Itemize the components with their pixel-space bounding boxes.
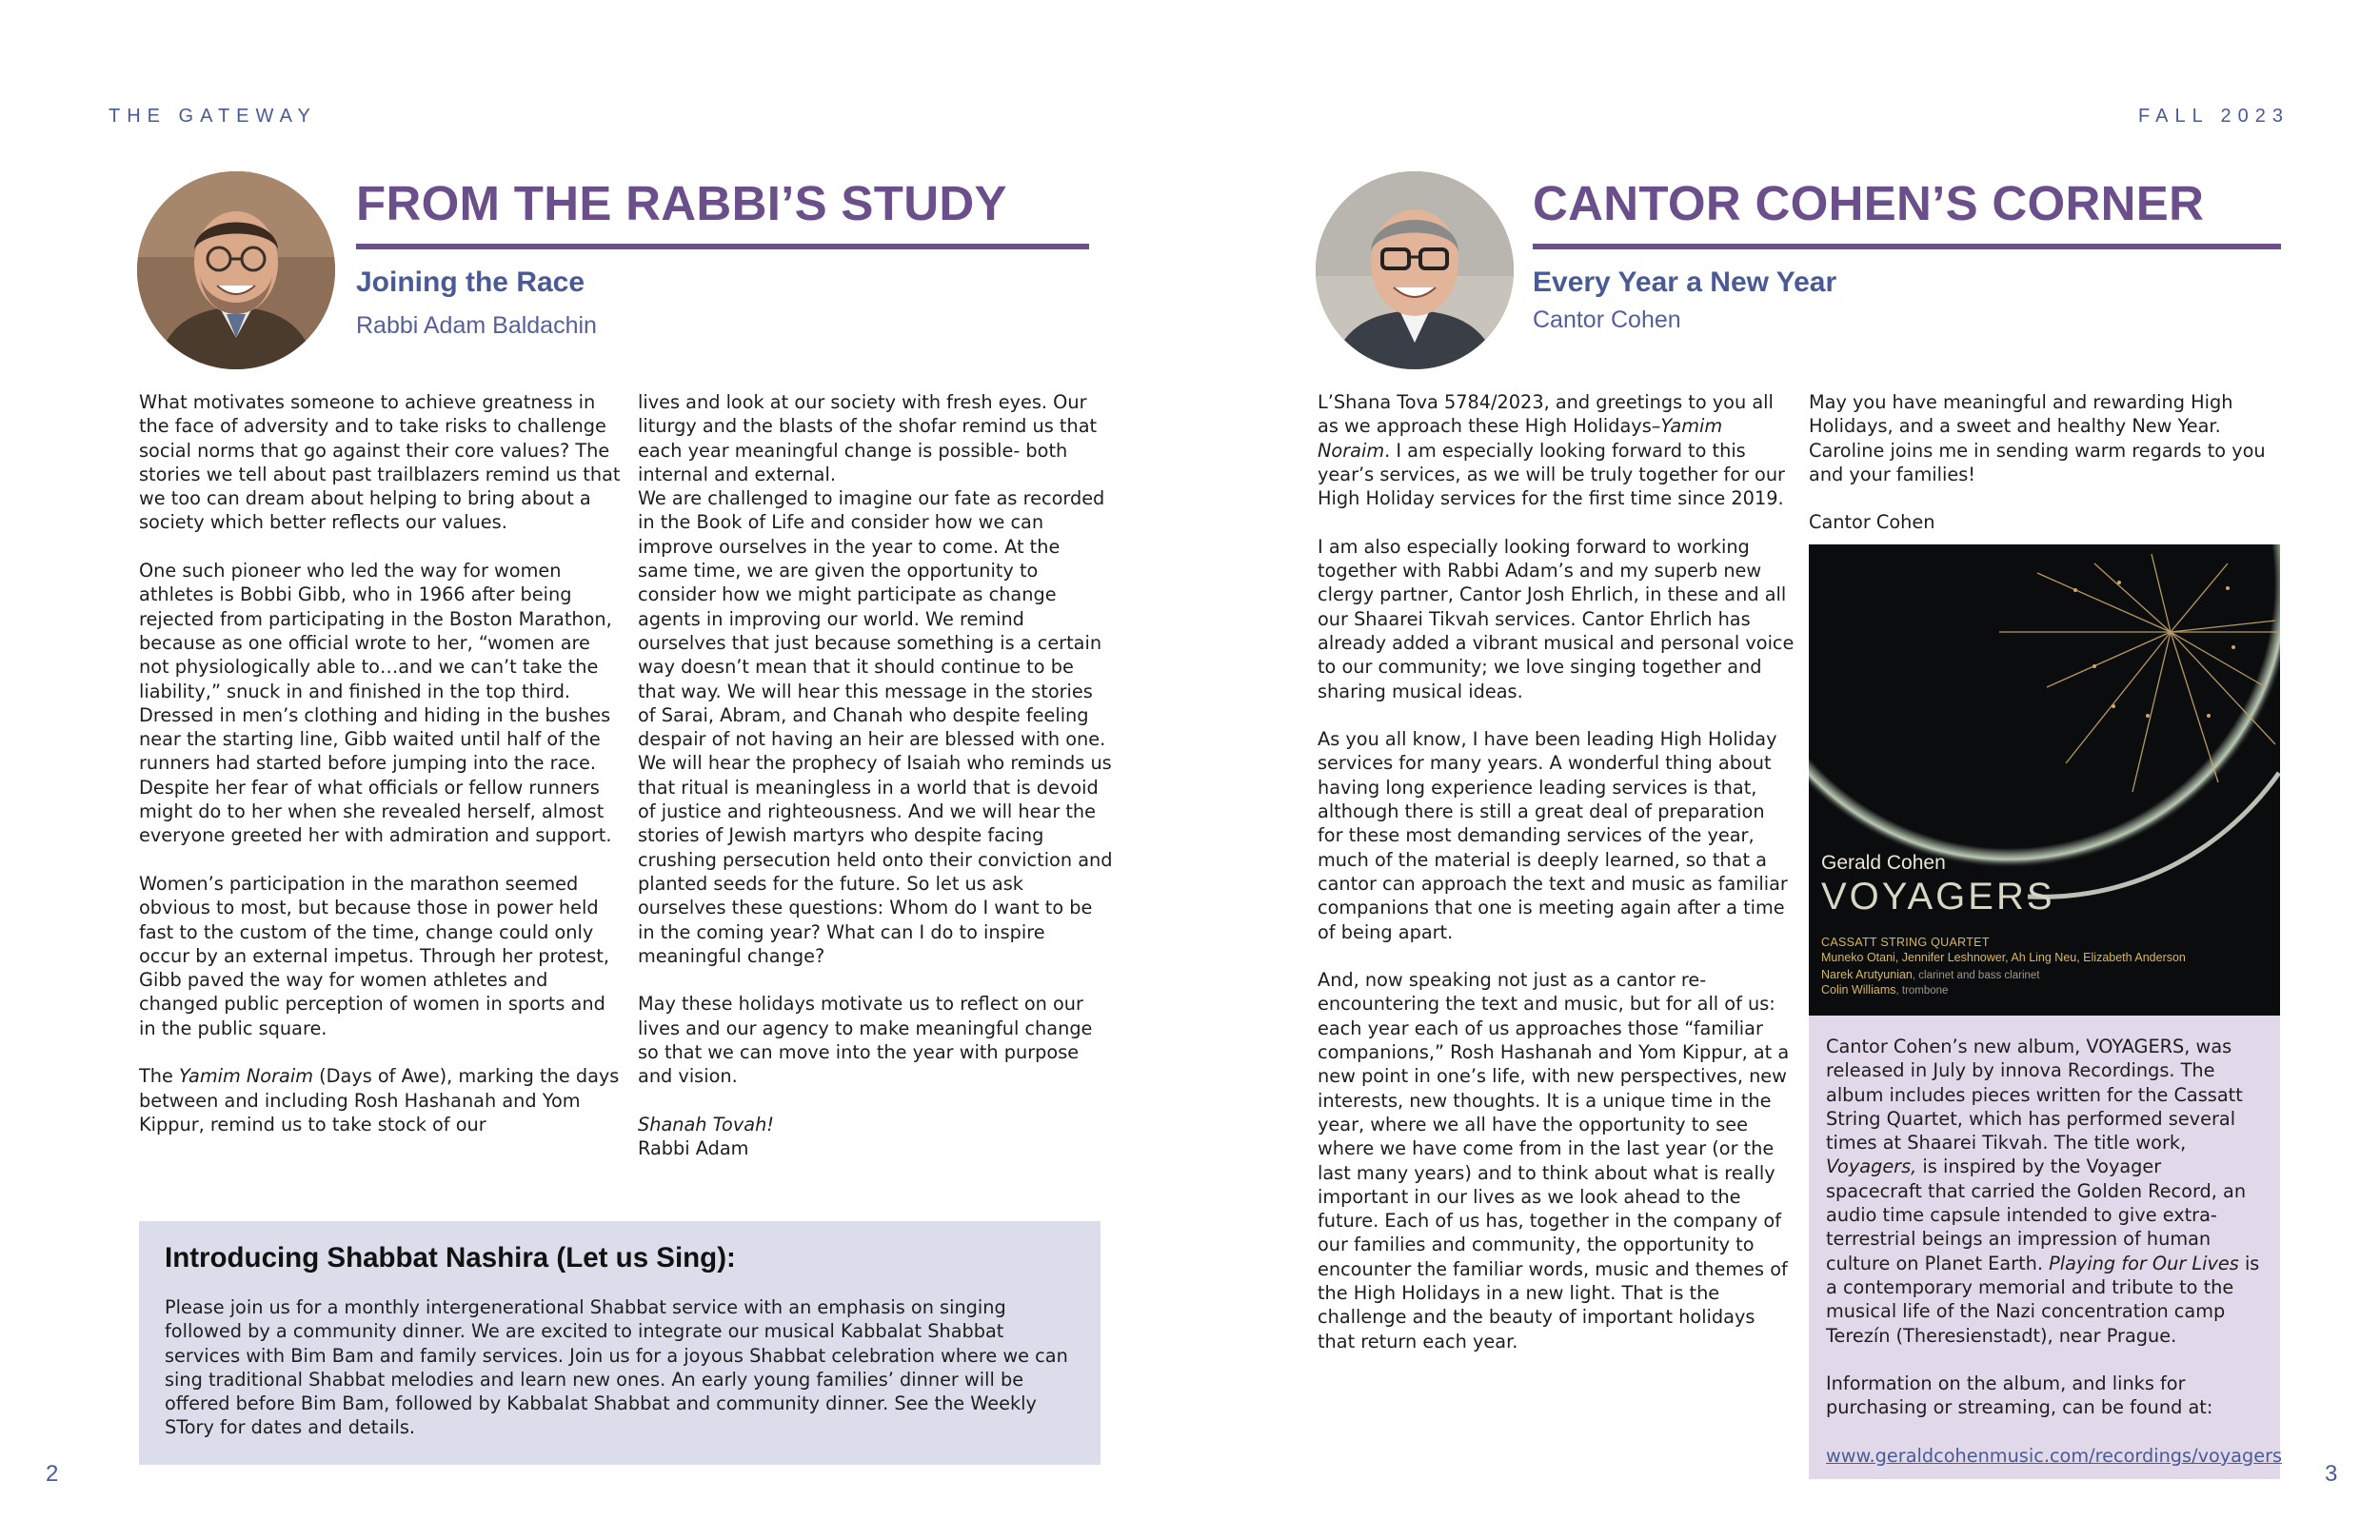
- cantor-byline: Cantor Cohen: [1533, 306, 1681, 333]
- signature: Cantor Cohen: [1809, 511, 1935, 534]
- album-info-sidebar: [1809, 1016, 2283, 1479]
- paragraph: One such pioneer who led the way for women athletes is Bobbi Gibb, who in 1966 after being rejected from participating in the Boston Marathon, because as one official wrote to her, “women are not physiologically able to…and we can’t take the liability,” snuck in and finished in the top third. Dressed in men’s clothing and hiding in the bushes near the starting line, Gibb waited until half of the runners had started before jumping into the race. Despite her fear of what officials or fellow runners might do to her when she revealed herself, almost everyone greeted her with admiration and support.: [139, 560, 612, 847]
- album-link[interactable]: www.geraldcohenmusic.com/recordings/voyagers: [1826, 1445, 2283, 1468]
- cantor-article-subtitle: Every Year a New Year: [1533, 267, 1837, 298]
- sidebar-link-line: [1826, 1444, 2283, 1468]
- paragraph: We are challenged to imagine our fate as recorded in the Book of Life and consider how we can improve ourselves in the year to come. At the same time, we are given the opportunity to consider how we might participate as change agents in improving our world. We remind ourselves that just because something is a certain way doesn’t mean that it should continue to be that way. We will hear this message in the stories of Sarai, Abram, and Chanah who despite feeling despair of not having an heir are blessed with one. We will hear the prophecy of Isaiah who reminds us that ritual is meaningless in a world that is devoid of justice and righteousness. And we will hear the stories of Jewish martyrs who despite facing crushing persecution held onto their conviction and planted seeds for the future. So let us ask ourselves these questions: Whom do I want to be in the coming year? What can I do to inspire meaningful change?: [638, 487, 1113, 967]
- album-title: VOYAGERS: [1821, 876, 2055, 918]
- cantor-column-1: [1318, 390, 1795, 1353]
- album-ensemble: CASSATT STRING QUARTET: [1821, 936, 1990, 949]
- rabbi-portrait-image: [137, 171, 335, 369]
- cantor-section-title: CANTOR COHEN’S CORNER: [1533, 176, 2205, 230]
- cantor-photo: [1316, 171, 1514, 369]
- issue-label: FALL 2023: [2138, 106, 2291, 127]
- sidebar-paragraph: Information on the album, and links for purchasing or streaming, can be found at:: [1826, 1372, 2213, 1419]
- paragraph: What motivates someone to achieve greatness in the face of adversity and to take risks to challenge social norms that go against their core values? The stories we tell about past trailblazers remind us that we too can dream about helping to bring about a society which better reflects our values.: [139, 391, 621, 534]
- album-guest-musician: Narek Arutyunian, clarinet and bass clarinet: [1821, 968, 2040, 981]
- album-artist: Gerald Cohen: [1821, 852, 1946, 874]
- rabbi-byline: Rabbi Adam Baldachin: [356, 312, 597, 339]
- callout-title: Introducing Shabbat Nashira (Let us Sing):: [165, 1242, 736, 1273]
- callout-body: Please join us for a monthly intergenerational Shabbat service with an emphasis on singing followed by a community dinner. We are excited to integrate our musical Kabbalat Shabbat services with Bim Bam and family services. Join us for a joyous Shabbat celebration where we can sing traditional Shabbat melodies and learn new ones. An early young families’ dinner will be offered before Bim Bam, followed by Kabbalat Shabbat and community dinner. See the Weekly STory for dates and details.: [165, 1296, 1068, 1439]
- paragraph: Women’s participation in the marathon seemed obvious to most, but because those in power held fast to the custom of the time, change could only occur by an external impetus. Through her protest, Gibb paved the way for women athletes and changed public perception of women in sports and in the public square.: [139, 872, 609, 1039]
- rabbi-column-1: [139, 390, 625, 1136]
- paragraph: The Yamim Noraim (Days of Awe), marking the days between and including Rosh Hashanah and Yom Kippur, remind us to take stock of our: [139, 1065, 620, 1135]
- page-number-right: 3: [2325, 1461, 2338, 1487]
- paragraph: May these holidays motivate us to reflect on our lives and our agency to make meaningful change so that we can move into the year with purpose and vision.: [638, 993, 1093, 1088]
- signoff: Shanah Tovah! Rabbi Adam: [638, 1113, 775, 1160]
- paragraph: I am also especially looking forward to working together with Rabbi Adam’s and my superb new clergy partner, Cantor Josh Ehrlich, in these and all our Shaarei Tikvah services. Cantor Ehrlich has already added a vibrant musical and personal voice to our community; we love singing together and sharing musical ideas.: [1318, 535, 1795, 702]
- rabbi-article-subtitle: Joining the Race: [356, 267, 585, 298]
- cantor-column-2: [1809, 390, 2280, 535]
- shabbat-nashira-callout: [139, 1221, 1101, 1465]
- rabbi-photo: [137, 171, 335, 369]
- album-ensemble-members: Muneko Otani, Jennifer Leshnower, Ah Ling Neu, Elizabeth Anderson: [1821, 951, 2186, 964]
- cantor-title-rule: [1533, 244, 2281, 249]
- rabbi-column-2: [638, 390, 1114, 1161]
- paragraph: L’Shana Tova 5784/2023, and greetings to you all as we approach these High Holidays–Yamim Noraim. I am especially looking forward to this year’s services, as we will be truly together for our High Holiday services for the first time since 2019.: [1318, 391, 1785, 510]
- sidebar-paragraph: Cantor Cohen’s new album, VOYAGERS, was released in July by innova Recordings. The album includes pieces written for the Cassatt String Quartet, which has performed several times at Shaarei Tikvah. The title work, Voyagers, is inspired by the Voyager spacecraft that carried the Golden Record, an audio time capsule intended to give extra-terrestrial beings an impression of human culture on Planet Earth. Playing for Our Lives is a contemporary memorial and tribute to the musical life of the Nazi concentration camp Terezín (Theresienstadt), near Prague.: [1826, 1036, 2260, 1347]
- publication-name: THE GATEWAY: [109, 106, 317, 127]
- album-guest-musician: Colin Williams, trombone: [1821, 983, 1949, 997]
- page-number-left: 2: [46, 1461, 59, 1487]
- paragraph: lives and look at our society with fresh eyes. Our liturgy and the blasts of the shofar remind us that each year meaningful change is possible- both internal and external.: [638, 391, 1098, 485]
- rabbi-title-rule: [356, 244, 1089, 249]
- cantor-portrait-image: [1316, 171, 1514, 369]
- paragraph: May you have meaningful and rewarding High Holidays, and a sweet and healthy New Year. Caroline joins me in sending warm regards to you and your families!: [1809, 391, 2266, 485]
- rabbi-section-title: FROM THE RABBI’S STUDY: [356, 176, 1007, 230]
- voyagers-album-cover: [1809, 544, 2280, 1016]
- paragraph: As you all know, I have been leading High Holiday services for many years. A wonderful thing about having long experience leading services is that, although there is still a great deal of preparation for these most demanding services of the year, much of the material is deeply learned, so that a cantor can approach the text and music as familiar companions that one is meeting again after a time of being apart.: [1318, 728, 1788, 943]
- paragraph: And, now speaking not just as a cantor re-encountering the text and music, but for all of us: each year each of us approaches those “familiar companions,” Rosh Hashanah and Yom Kippur, at a new point in one’s life, with new perspectives, new interests, new thoughts. It is a unique time in the year, where we all have the opportunity to see where we have come from in the last year (or the last many years) and to think about what is really important in our lives as we look ahead to the future. Each of us has, together in the company of our families and community, the opportunity to encounter the familiar words, music and themes of the High Holidays in a new light. That is the challenge and the beauty of important holidays that return each year.: [1318, 969, 1790, 1352]
